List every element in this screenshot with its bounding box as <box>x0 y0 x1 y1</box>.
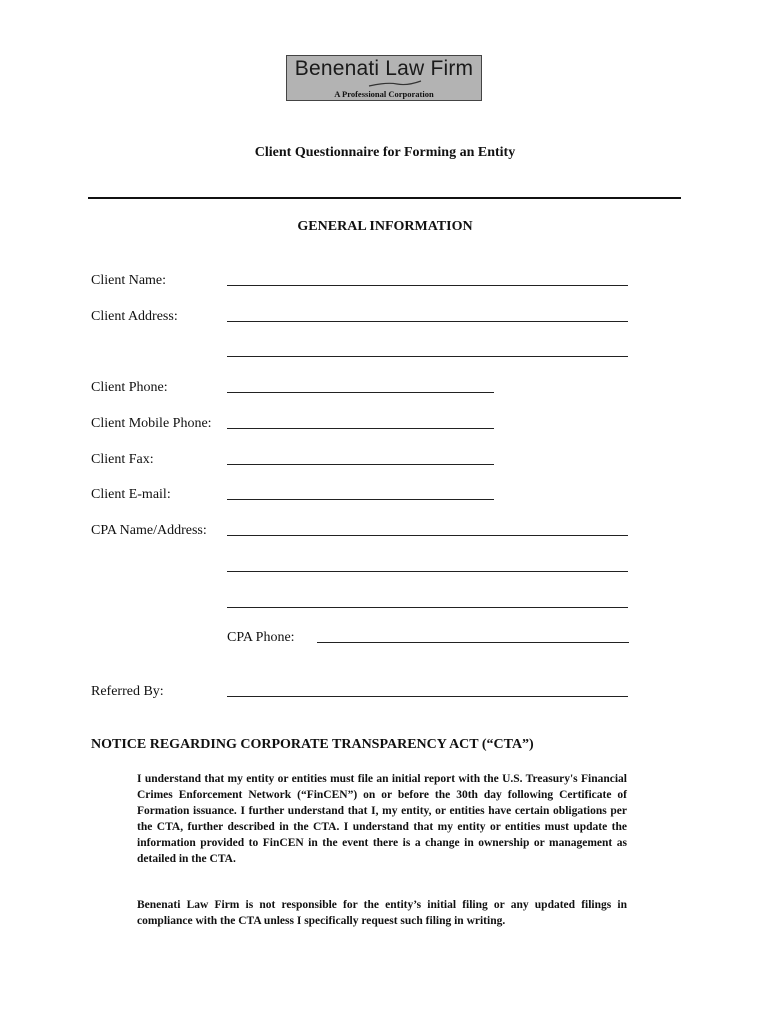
client-name-field[interactable] <box>227 285 628 286</box>
cpa-phone-field[interactable] <box>317 642 629 643</box>
client-address-field-line-1[interactable] <box>227 321 628 322</box>
title-divider <box>88 197 681 199</box>
logo-swoosh-icon <box>367 80 423 88</box>
cpa-phone-label: CPA Phone: <box>227 630 295 645</box>
client-address-label: Client Address: <box>91 309 178 324</box>
client-fax-label: Client Fax: <box>91 452 154 467</box>
cta-notice-paragraph-2: Benenati Law Firm is not responsible for the entity’s initial filing or any updated filings in compliance with the CTA unless I specifically request such filing in writing. <box>137 899 627 927</box>
firm-logo <box>286 55 482 101</box>
client-email-label: Client E-mail: <box>91 487 171 502</box>
client-name-label: Client Name: <box>91 273 167 288</box>
cpa-name-address-field-line-3[interactable] <box>227 607 628 608</box>
cta-notice-heading: NOTICE REGARDING CORPORATE TRANSPARENCY ACT (“CTA”) <box>91 737 534 752</box>
referred-by-label: Referred By: <box>91 684 164 699</box>
client-phone-field[interactable] <box>227 392 494 393</box>
cpa-name-address-field-line-1[interactable] <box>227 535 628 536</box>
client-mobile-phone-field[interactable] <box>227 428 494 429</box>
cta-notice-paragraph-1: I understand that my entity or entities must file an initial report with the U.S. Treasury's Financial Crimes Enforcement Network (“FinCEN”) on or before the 30th day following Certificate of Formation issuance. I further understand that I, my entity, or entities have certain obligations per the CTA, further described in the CTA. I understand that my entity or entities must update the information provided to FinCEN in the event there is a change in ownership or management as detailed in the CTA. <box>137 773 627 865</box>
cpa-name-address-label: CPA Name/Address: <box>91 523 207 538</box>
logo-subtitle: A Professional Corporation <box>334 89 434 99</box>
client-fax-field[interactable] <box>227 464 494 465</box>
client-mobile-phone-label: Client Mobile Phone: <box>91 416 212 431</box>
client-phone-label: Client Phone: <box>91 380 168 395</box>
referred-by-field[interactable] <box>227 696 628 697</box>
document-title: Client Questionnaire for Forming an Entity <box>254 145 516 160</box>
logo-firm-name: Benenati Law Firm <box>294 57 474 80</box>
client-address-field-line-2[interactable] <box>227 356 628 357</box>
client-email-field[interactable] <box>227 499 494 500</box>
section-heading: GENERAL INFORMATION <box>297 219 473 234</box>
cpa-name-address-field-line-2[interactable] <box>227 571 628 572</box>
